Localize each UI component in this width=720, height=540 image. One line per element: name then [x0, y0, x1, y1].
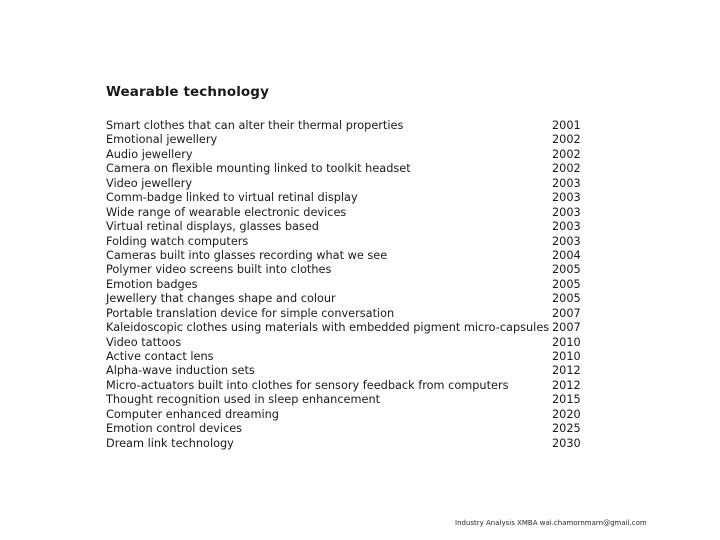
technology-timeline-list — [106, 119, 586, 451]
timeline-row — [106, 336, 586, 350]
technology-label: Audio jewellery — [106, 147, 193, 161]
timeline-row — [106, 379, 586, 393]
technology-year: 2010 — [552, 335, 581, 349]
timeline-row — [106, 321, 586, 335]
technology-label: Dream link technology — [106, 436, 234, 450]
timeline-row — [106, 307, 586, 321]
technology-label: Comm-badge linked to virtual retinal display — [106, 191, 358, 205]
technology-year: 2007 — [552, 321, 581, 335]
slide-title: Wearable technology — [106, 84, 269, 100]
timeline-row — [106, 133, 586, 147]
technology-label: Wide range of wearable electronic devices — [106, 205, 347, 219]
technology-year: 2003 — [552, 176, 581, 190]
technology-label: Portable translation device for simple conversation — [106, 306, 395, 320]
timeline-row — [106, 437, 586, 451]
technology-label: Smart clothes that can alter their thermal properties — [106, 119, 404, 132]
timeline-row — [106, 364, 586, 378]
technology-year: 2005 — [552, 292, 581, 306]
technology-year: 2001 — [552, 119, 581, 132]
technology-year: 2003 — [552, 205, 581, 219]
technology-label: Alpha-wave induction sets — [106, 364, 255, 378]
technology-label: Folding watch computers — [106, 234, 249, 248]
technology-label: Video jewellery — [106, 176, 193, 190]
technology-label: Jewellery that changes shape and colour — [106, 292, 336, 306]
timeline-row — [106, 220, 586, 234]
timeline-row — [106, 263, 586, 277]
technology-label: Emotional jewellery — [106, 133, 218, 147]
timeline-row — [106, 235, 586, 249]
technology-year: 2002 — [552, 133, 581, 147]
technology-label: Thought recognition used in sleep enhancement — [106, 393, 381, 407]
timeline-row — [106, 278, 586, 292]
timeline-row — [106, 393, 586, 407]
timeline-row — [106, 422, 586, 436]
technology-year: 2025 — [552, 422, 581, 436]
timeline-row — [106, 177, 586, 191]
technology-year: 2003 — [552, 191, 581, 205]
technology-label: Micro-actuators built into clothes for sensory feedback from computers — [106, 378, 509, 392]
timeline-row — [106, 408, 586, 422]
technology-year: 2002 — [552, 162, 581, 176]
technology-year: 2015 — [552, 393, 581, 407]
footer-credit: Industry Analysis XMBA wai.chamornmarn@gmail.com — [455, 519, 647, 527]
timeline-row — [106, 249, 586, 263]
timeline-row — [106, 148, 586, 162]
timeline-row — [106, 292, 586, 306]
technology-year: 2005 — [552, 263, 581, 277]
timeline-row — [106, 206, 586, 220]
technology-year: 2005 — [552, 277, 581, 291]
technology-label: Virtual retinal displays, glasses based — [106, 220, 319, 234]
technology-year: 2003 — [552, 234, 581, 248]
timeline-row — [106, 191, 586, 205]
technology-label: Polymer video screens built into clothes — [106, 263, 332, 277]
technology-label: Computer enhanced dreaming — [106, 407, 279, 421]
technology-label: Kaleidoscopic clothes using materials with embedded pigment micro-capsules — [106, 321, 550, 335]
technology-year: 2030 — [552, 436, 581, 450]
technology-year: 2012 — [552, 378, 581, 392]
technology-year: 2012 — [552, 364, 581, 378]
technology-label: Active contact lens — [106, 350, 214, 363]
technology-label: Emotion badges — [106, 277, 198, 291]
technology-year: 2003 — [552, 220, 581, 234]
timeline-row — [106, 119, 586, 133]
technology-year: 2020 — [552, 407, 581, 421]
timeline-row — [106, 350, 586, 364]
timeline-row — [106, 162, 586, 176]
technology-year: 2010 — [552, 350, 581, 363]
technology-label: Video tattoos — [106, 335, 182, 349]
technology-label: Emotion control devices — [106, 422, 243, 436]
technology-year: 2004 — [552, 248, 581, 262]
technology-label: Camera on flexible mounting linked to toolkit headset — [106, 162, 411, 176]
technology-label: Cameras built into glasses recording what we see — [106, 248, 388, 262]
technology-year: 2007 — [552, 306, 581, 320]
technology-year: 2002 — [552, 147, 581, 161]
